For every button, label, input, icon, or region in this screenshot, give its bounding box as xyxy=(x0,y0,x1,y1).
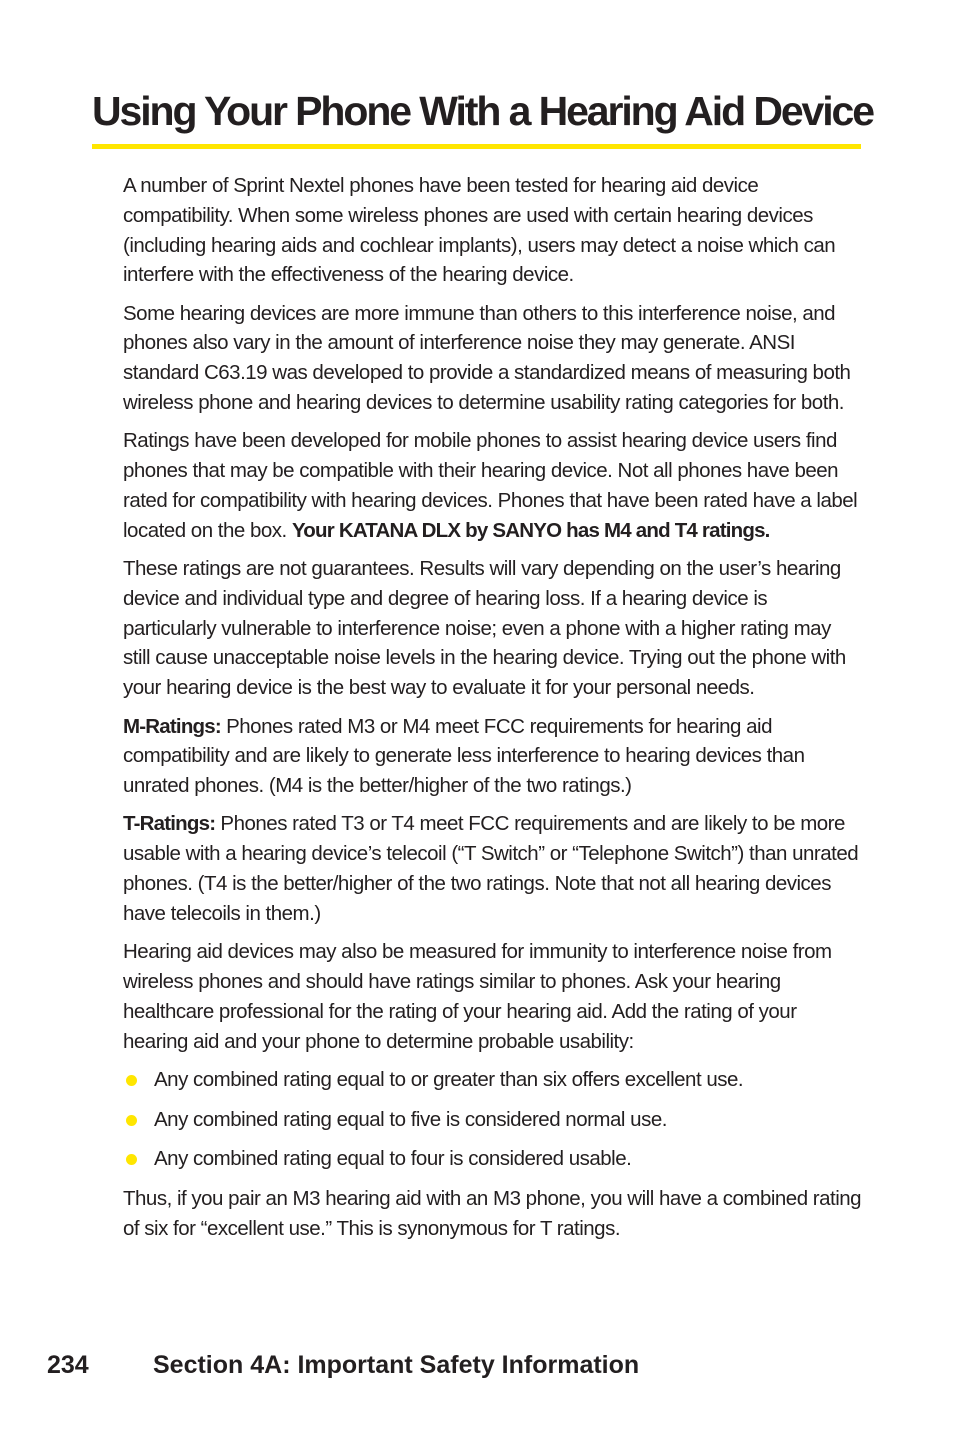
section-title: Section 4A: Important Safety Information xyxy=(153,1351,640,1379)
list-item-text: Any combined rating equal to five is considered normal use. xyxy=(154,1107,667,1131)
page-number: 234 xyxy=(47,1351,89,1379)
m-ratings-label: M-Ratings: xyxy=(123,714,221,738)
bullet-icon xyxy=(126,1075,137,1086)
paragraph-m-ratings xyxy=(123,712,863,801)
t-ratings-text: Phones rated T3 or T4 meet FCC requirements and are likely to be more usable with a hearing device’s telecoil (“T Switch” or “Telephone Switch”) than unrated phones. (T4 is the better/higher of the two ratings. Note that not all hearing devices have telecoils in them.) xyxy=(123,812,859,925)
paragraph-t-ratings xyxy=(123,809,863,928)
list-item-text: Any combined rating equal to four is considered usable. xyxy=(154,1147,632,1171)
bullet-icon xyxy=(126,1154,137,1165)
paragraph-ratings-text: Ratings have been developed for mobile phones to assist hearing device users find phones that may be compatible with their hearing device. Not all phones have been rated for compatibility with hearing devices. Phones that have been rated have a label located on the box. xyxy=(123,429,858,542)
paragraph-hearing-aid: Hearing aid devices may also be measured for immunity to interference noise from wireless phones and should have ratings similar to phones. Ask your hearing healthcare professional for the rating of your hearing aid. Add the rating of your hearing aid and your phone to determine probable usability: xyxy=(123,940,832,1053)
page-title: Using Your Phone With a Hearing Aid Device xyxy=(92,88,873,134)
paragraph-immunity: Some hearing devices are more immune than others to this interference noise, and phones also vary in the amount of interference noise they may generate. ANSI standard C63.19 was developed to provide a standardized means of measuring both wireless phone and hearing devices to determine usability rating categories for both. xyxy=(123,301,851,415)
t-ratings-label: T-Ratings: xyxy=(123,812,216,836)
paragraph-conclusion: Thus, if you pair an M3 hearing aid with an M3 phone, you will have a combined rating of six for “excellent use.” This is synonymous for T ratings. xyxy=(123,1187,862,1240)
paragraph-ratings xyxy=(123,426,863,545)
phone-rating-statement: Your KATANA DLX by SANYO has M4 and T4 ratings. xyxy=(291,518,770,542)
bullet-icon xyxy=(126,1115,137,1126)
page-footer xyxy=(47,1348,639,1382)
list-item xyxy=(123,1065,863,1095)
paragraph-guarantee: These ratings are not guarantees. Results will vary depending on the user’s hearing device and individual type and degree of hearing loss. If a hearing device is particularly vulnerable to interference noise; even a phone with a higher rating may still cause unacceptable noise levels in the hearing device. Trying out the phone with your hearing device is the best way to evaluate it for your personal needs. xyxy=(123,557,846,700)
usability-list xyxy=(123,1065,863,1174)
title-underline xyxy=(92,144,861,149)
list-item xyxy=(123,1144,863,1174)
body-text xyxy=(123,171,863,1252)
list-item xyxy=(123,1105,863,1135)
paragraph-intro: A number of Sprint Nextel phones have been tested for hearing aid device compatibility. When some wireless phones are used with certain hearing devices (including hearing aids and cochlear implants), users may detect a noise which can interfere with the effectiveness of the hearing device. xyxy=(123,174,836,287)
m-ratings-text: Phones rated M3 or M4 meet FCC requirements for hearing aid compatibility and are likely to generate less interference to hearing devices than unrated phones. (M4 is the better/higher of the two ratings.) xyxy=(123,714,805,798)
list-item-text: Any combined rating equal to or greater than six offers excellent use. xyxy=(154,1067,744,1091)
